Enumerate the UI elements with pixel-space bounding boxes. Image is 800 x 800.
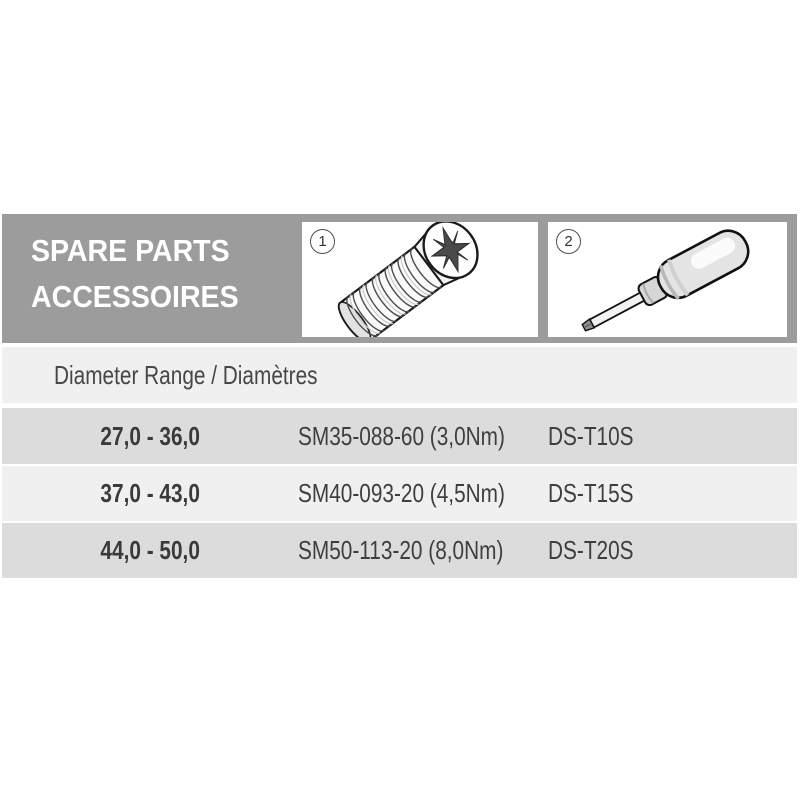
- part-number-cell: SM35-088-60 (3,0Nm): [298, 421, 505, 451]
- driver-cell: DS-T20S: [548, 535, 634, 565]
- title-french: ACCESSOIRES: [31, 279, 239, 314]
- band-title: [31, 228, 257, 320]
- screwdriver-icon: [548, 222, 787, 337]
- figure-2-number: 2: [564, 233, 573, 250]
- title-english: SPARE PARTS: [31, 233, 230, 268]
- spare-parts-band: [2, 214, 797, 343]
- table-row: [2, 523, 797, 578]
- figure-1-box: [302, 222, 538, 337]
- diameter-range-cell: 37,0 - 43,0: [100, 478, 200, 508]
- driver-cell: DS-T15S: [548, 478, 634, 508]
- diameter-range-cell: 44,0 - 50,0: [100, 535, 200, 565]
- table-row: [2, 408, 797, 464]
- figure-2-number-badge: [556, 229, 581, 254]
- diameter-range-header: Diameter Range / Diamètres: [54, 360, 318, 390]
- table-header-row: [2, 347, 797, 403]
- part-number-cell: SM40-093-20 (4,5Nm): [298, 478, 505, 508]
- screw-icon: [302, 222, 538, 337]
- figure-1-number: 1: [318, 233, 327, 250]
- figure-2-box: [548, 222, 787, 337]
- driver-cell: DS-T10S: [548, 421, 634, 451]
- figure-1-number-badge: [310, 229, 335, 254]
- part-number-cell: SM50-113-20 (8,0Nm): [298, 535, 504, 565]
- diameter-range-cell: 27,0 - 36,0: [100, 421, 200, 451]
- table-row: [2, 466, 797, 521]
